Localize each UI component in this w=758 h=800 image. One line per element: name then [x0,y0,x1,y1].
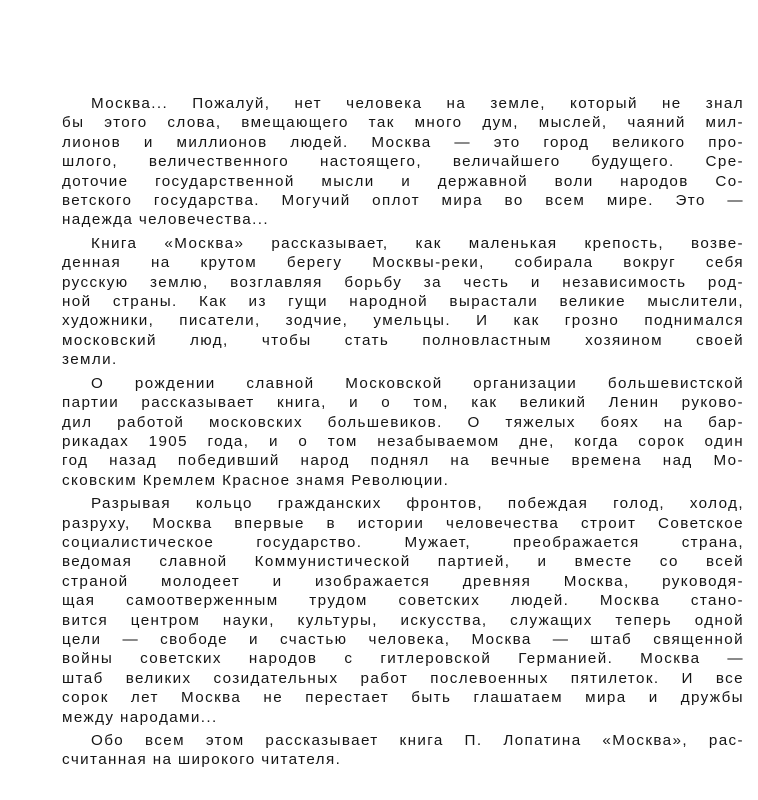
text-line: считанная на широкого читателя. [62,751,342,769]
paragraph-book-summary [62,731,744,770]
book-annotation-text [62,94,744,774]
text-line: разруху, Москва впервые в истории человечества строит Советское [62,514,744,532]
text-line: Разрывая кольцо гражданских фронтов, побеждая голод, холод, [91,495,744,513]
text-line: сковским Кремлем Красное знамя Революции. [62,471,450,489]
text-line: шлого, величественного настоящего, величайшего будущего. Сре- [62,153,744,171]
text-line: рикадах 1905 года, и о том незабываемом дне, когда сорок один [62,432,744,450]
paragraph-bolshevik-organization [62,374,744,490]
text-line: страной молодеет и изображается древняя Москва, руководя- [62,572,744,590]
text-line: цели — свободе и счастью человека, Москва — штаб священной [62,630,744,648]
paragraph-soviet-state [62,494,744,727]
text-line: дил работой московских большевиков. О тяжелых боях на бар- [62,413,744,431]
text-line: денная на крутом берегу Москвы-реки, собирала вокруг себя [62,254,744,272]
text-line: ной страны. Как из гущи народной вырастали великие мыслители, [62,293,744,311]
text-line: штаб великих созидательных работ послевоенных пятилеток. И все [62,669,744,687]
text-line: художники, писатели, зодчие, умельцы. И как грозно поднимался [62,312,744,330]
text-line: Москва... Пожалуй, нет человека на земле, который не знал [91,95,744,112]
text-line: год назад победивший народ поднял на вечные времена над Мо- [62,452,744,470]
text-line: социалистическое государство. Мужает, преображается страна, [62,533,744,551]
text-line: русскую землю, возглавляя борьбу за честь и независимость род- [62,273,744,291]
text-line: партии рассказывает книга, и о том, как великий Ленин руково- [62,394,744,412]
text-line: между народами... [62,708,218,726]
text-line: О рождении славной Московской организации большевистской [91,374,744,392]
text-line: вится центром науки, культуры, искусства, служащих теперь одной [62,611,744,629]
text-line: ветского государства. Могучий оплот мира во всем мире. Это — [62,192,744,210]
text-line: надежда человечества... [62,211,269,229]
text-line: ведомая славной Коммунистической партией, и вместе со всей [62,553,744,571]
text-line: земли. [62,351,118,369]
text-line: войны советских народов с гитлеровской Германией. Москва — [62,650,744,668]
text-line: московский люд, чтобы стать полновластным хозяином своей [62,331,744,349]
text-line: бы этого слова, вмещающего так много дум, мыслей, чаяний мил- [62,114,744,132]
text-line: Книга «Москва» рассказывает, как маленькая крепость, возве- [91,234,744,252]
text-line: лионов и миллионов людей. Москва — это город великого про- [62,133,744,151]
text-line: Обо всем этом рассказывает книга П. Лопатина «Москва», рас- [91,732,744,749]
paragraph-moscow-intro [62,94,744,230]
paragraph-book-history [62,234,744,370]
text-line: доточие государственной мысли и державной воли народов Со- [62,172,744,190]
text-line: сорок лет Москва не перестает быть глашатаем мира и дружбы [62,689,744,707]
text-line: щая самоотверженным трудом советских людей. Москва стано- [62,592,744,610]
